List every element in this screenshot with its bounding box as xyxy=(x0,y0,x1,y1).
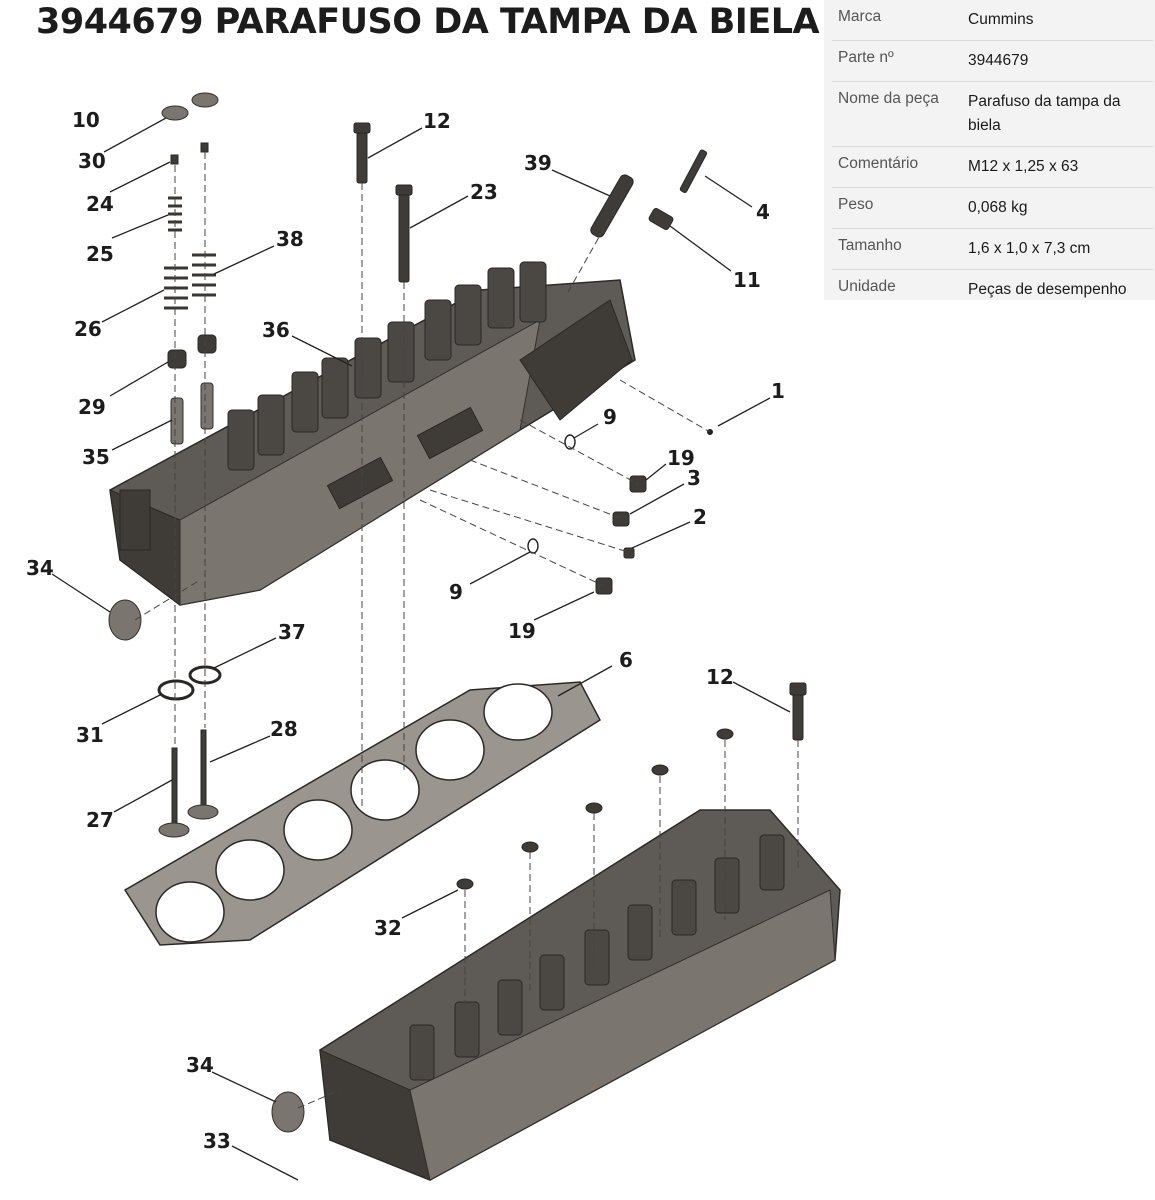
callout-3: 3 xyxy=(687,466,701,490)
callout-34-upper: 34 xyxy=(26,556,54,580)
callout-28: 28 xyxy=(270,717,298,741)
spec-value: Peças de desempenho xyxy=(962,270,1153,301)
callout-19-lower: 19 xyxy=(508,619,536,643)
spec-label: Unidade xyxy=(832,270,962,301)
spec-value: 1,6 x 1,0 x 7,3 cm xyxy=(962,229,1153,270)
callout-34-lower: 34 xyxy=(186,1053,214,1077)
callout-9-upper: 9 xyxy=(603,405,617,429)
upper-cylinder-head xyxy=(110,262,635,605)
callout-36: 36 xyxy=(262,318,290,342)
callout-33: 33 xyxy=(203,1129,231,1153)
callout-24: 24 xyxy=(86,192,114,216)
callout-19-upper: 19 xyxy=(667,446,695,470)
spec-value: M12 x 1,25 x 63 xyxy=(962,147,1153,188)
valve-seat-rings xyxy=(159,667,220,699)
valve-spring-retainers xyxy=(162,93,218,164)
spec-label: Peso xyxy=(832,188,962,229)
spec-label: Tamanho xyxy=(832,229,962,270)
spec-label: Marca xyxy=(832,0,962,41)
callout-2: 2 xyxy=(693,505,707,529)
spec-label: Parte nº xyxy=(832,41,962,82)
spec-value: 0,068 kg xyxy=(962,188,1153,229)
valve-springs xyxy=(164,198,216,308)
spec-value: 3944679 xyxy=(962,41,1153,82)
callout-11: 11 xyxy=(733,268,761,292)
spec-value: Parafuso da tampa da biela xyxy=(962,82,1153,147)
callout-1: 1 xyxy=(771,379,785,403)
callout-29: 29 xyxy=(78,395,106,419)
callout-39: 39 xyxy=(524,151,552,175)
callout-9-lower: 9 xyxy=(449,580,463,604)
valves xyxy=(159,730,218,837)
valve-guides xyxy=(171,383,213,444)
callout-12-upper: 12 xyxy=(423,109,451,133)
callout-10: 10 xyxy=(72,108,100,132)
callout-38: 38 xyxy=(276,227,304,251)
callout-37: 37 xyxy=(278,620,306,644)
spec-label: Nome da peça xyxy=(832,82,962,147)
spec-label: Comentário xyxy=(832,147,962,188)
callout-27: 27 xyxy=(86,808,114,832)
lower-cylinder-head xyxy=(320,810,840,1180)
callout-31: 31 xyxy=(76,723,104,747)
callout-4: 4 xyxy=(756,200,770,224)
callout-26: 26 xyxy=(74,317,102,341)
callout-32: 32 xyxy=(374,916,402,940)
callout-6: 6 xyxy=(619,648,633,672)
page-title: 3944679 PARAFUSO DA TAMPA DA BIELA xyxy=(36,2,820,42)
callout-12-lower: 12 xyxy=(706,665,734,689)
callout-30: 30 xyxy=(78,149,106,173)
callout-35: 35 xyxy=(82,445,110,469)
spec-value: Cummins xyxy=(962,0,1153,41)
callout-25: 25 xyxy=(86,242,114,266)
callout-23: 23 xyxy=(470,180,498,204)
